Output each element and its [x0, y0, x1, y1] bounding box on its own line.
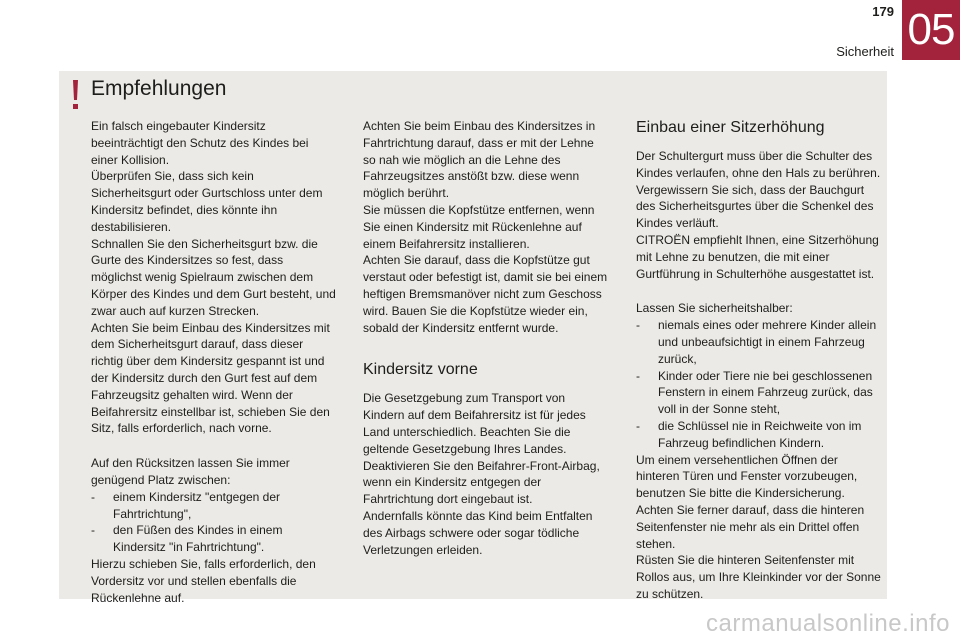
paragraph: Schnallen Sie den Sicherheitsgurt bzw. die Gurte des Kindersitzes so fest, dass möglichst wenig Spielraum zwischen dem Körper des Kindes und dem Gurt besteht, und zwar auch auf kurzen Strecken. — [91, 236, 336, 318]
column-2 — [363, 118, 609, 558]
section-heading: Kindersitz vorne — [363, 361, 478, 379]
spacer — [363, 380, 609, 390]
paragraph: Deaktivieren Sie den Beifahrer-Front-Airbag, wenn ein Kindersitz entgegen der Fahrtrichtung dort eingebaut ist. — [363, 458, 600, 507]
chapter-number-tab: 05 — [902, 0, 960, 60]
page-number: 179 — [872, 4, 894, 19]
paragraph: CITROËN empfiehlt Ihnen, eine Sitzerhöhung mit Lehne zu benutzen, die mit einer Gurtführung in Schulterhöhe ausgestattet ist. — [636, 232, 879, 281]
paragraph: Auf den Rücksitzen lassen Sie immer genügend Platz zwischen: — [91, 456, 290, 487]
paragraph: Sie müssen die Kopfstütze entfernen, wenn Sie einen Kindersitz mit Rückenlehne auf einem Beifahrersitz installieren. — [363, 202, 595, 251]
column-1 — [91, 118, 337, 606]
exclamation-bar — [73, 80, 78, 100]
section-heading: Einbau einer Sitzerhöhung — [636, 119, 825, 136]
spacer — [636, 282, 882, 300]
spacer — [636, 138, 882, 148]
column-3 — [636, 118, 882, 603]
paragraph: Der Schultergurt muss über die Schulter des Kindes verlaufen, ohne den Hals zu berühren. — [636, 149, 881, 180]
paragraph: Ein falsch eingebauter Kindersitz beeinträchtigt den Schutz des Kindes bei einer Kollision. — [91, 119, 309, 167]
dash-list — [91, 489, 337, 556]
paragraph: Achten Sie darauf, dass die Kopfstütze gut verstaut oder befestigt ist, damit sie bei einem heftigen Bremsmanöver nicht zum Geschoss wird. Bauen Sie die Kopfstütze wieder ein, sobald der Kindersitz entfernt wurde. — [363, 253, 608, 335]
paragraph: Andernfalls könnte das Kind beim Entfalten des Airbags schwere oder sogar tödliche Verletzungen erleiden. — [363, 508, 593, 557]
spacer — [363, 336, 609, 360]
spacer — [91, 437, 337, 455]
list-item: - die Schlüssel nie in Reichweite von im Fahrzeug befindlichen Kindern. — [636, 418, 882, 452]
exclamation-dot — [73, 104, 78, 109]
paragraph: Vergewissern Sie sich, dass der Bauchgurt des Sicherheitsgurtes über die Schenkel des Kindes verläuft. — [636, 182, 874, 231]
paragraph: Lassen Sie sicherheitshalber: — [636, 301, 793, 316]
dash-list — [636, 317, 882, 451]
list-item: - Kinder oder Tiere nie bei geschlossenen Fenstern in einem Fahrzeug zurück, das voll in der Sonne steht, — [636, 368, 882, 418]
paragraph: Hierzu schieben Sie, falls erforderlich, den Vordersitz vor und stellen ebenfalls die Rückenlehne auf. — [91, 556, 316, 605]
paragraph: Achten Sie beim Einbau des Kindersitzes mit dem Sicherheitsgurt darauf, dass dieser richtig über dem Kindersitz gespannt ist und der Kindersitz durch den Gurt fest auf dem Fahrzeugsitz gehalten wird. Wenn der Beifahrersitz einstellbar ist, schieben Sie den Sitz, falls erforderlich, nach vorne. — [91, 320, 330, 436]
paragraph: Um einem versehentlichen Öffnen der hinteren Türen und Fenster vorzubeugen, benutzen Sie bitte die Kindersicherung. — [636, 452, 858, 501]
paragraph: Überprüfen Sie, dass sich kein Sicherheitsgurt oder Gurtschloss unter dem Kindersitz befindet, dies könnte ihn destabilisieren. — [91, 169, 323, 234]
box-title: Empfehlungen — [91, 77, 227, 100]
watermark: carmanualsonline.info — [706, 610, 950, 637]
list-item: - niemals eines oder mehrere Kinder allein und unbeaufsichtigt in einem Fahrzeug zurück, — [636, 317, 882, 367]
list-item: - einem Kindersitz "entgegen der Fahrtrichtung", — [91, 489, 337, 523]
paragraph: Die Gesetzgebung zum Transport von Kindern auf dem Beifahrersitz ist für jedes Land unterschiedlich. Beachten Sie die geltende Gesetzgebung Ihres Landes. — [363, 391, 586, 456]
section-name: Sicherheit — [836, 44, 894, 59]
paragraph: Rüsten Sie die hinteren Seitenfenster mit Rollos aus, um Ihre Kleinkinder vor der Sonne zu schützen. — [636, 553, 881, 601]
list-item: - den Füßen des Kindes in einem Kindersitz "in Fahrtrichtung". — [91, 522, 337, 556]
exclamation-icon — [68, 80, 84, 110]
paragraph: Achten Sie beim Einbau des Kindersitzes in Fahrtrichtung darauf, dass er mit der Lehne so nah wie möglich an die Lehne des Fahrzeugsitzes anstößt bzw. diese wenn möglich berührt. — [363, 119, 596, 201]
paragraph: Achten Sie ferner darauf, dass die hinteren Seitenfenster nie mehr als ein Drittel offen stehen. — [636, 502, 865, 551]
